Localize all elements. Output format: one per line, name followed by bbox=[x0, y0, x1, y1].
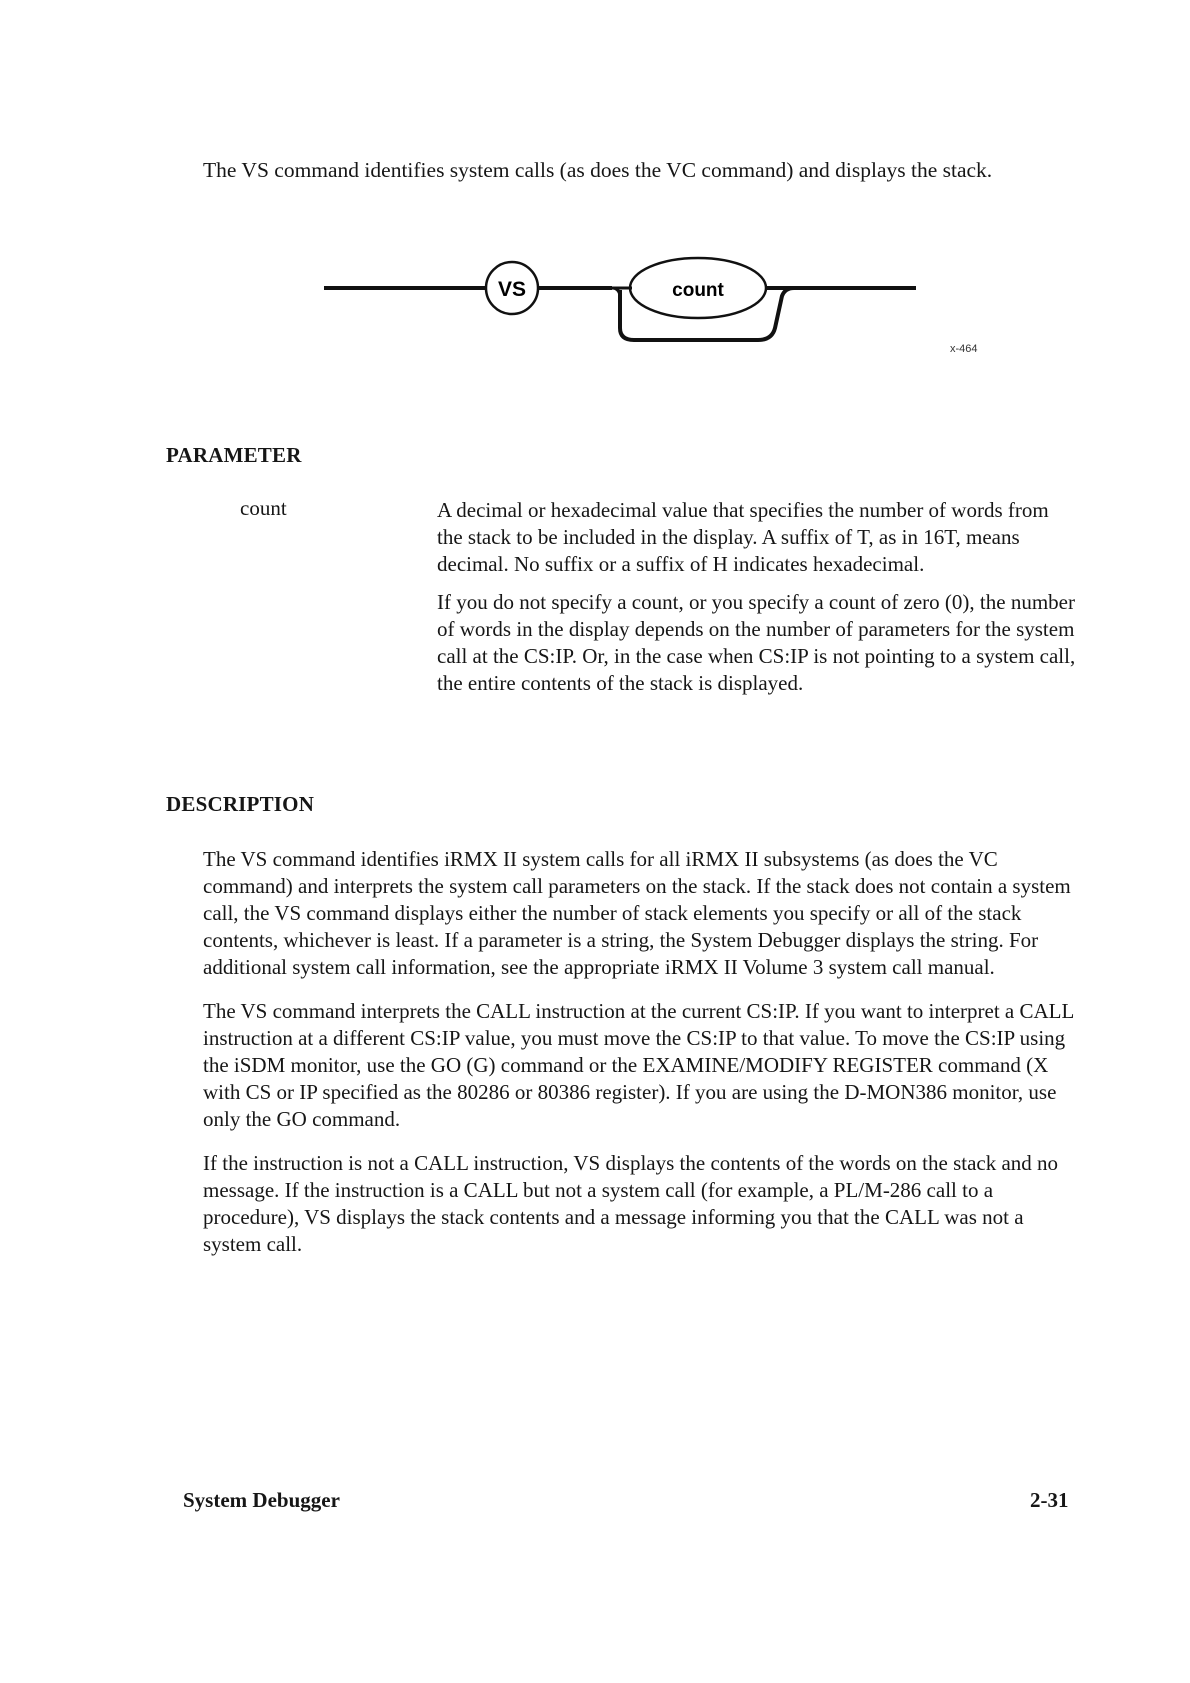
parameter-name: count bbox=[240, 496, 287, 520]
parameter-paragraph: If you do not specify a count, or you specify a count of zero (0), the number of words in the display depends on the number of parameters for the system call at the CS:IP. Or, in the case when CS:IP is not pointing to a system call, the entire contents of the stack is displayed. bbox=[437, 590, 1076, 695]
figure-id: x-464 bbox=[950, 343, 978, 355]
command-label: VS bbox=[497, 278, 527, 301]
parameter-label: count bbox=[672, 280, 724, 301]
parameter-paragraph: A decimal or hexadecimal value that specifies the number of words from the stack to be included in the display. A suffix of T, as in 16T, means decimal. No suffix or a suffix of H indicates hexadecimal. bbox=[437, 498, 1049, 576]
footer-title: System Debugger bbox=[183, 1488, 340, 1512]
syntax-diagram bbox=[320, 240, 1000, 370]
intro-text: The VS command identifies system calls (as does the VC command) and displays the stack. bbox=[203, 158, 993, 182]
description-heading: DESCRIPTION bbox=[166, 792, 315, 816]
description-paragraph: If the instruction is not a CALL instruction, VS displays the contents of the words on the stack and no message. If the instruction is a CALL but not a system call (for example, a PL/M-286 call to a procedure), VS displays the stack contents and a message informing you that the CALL was not a system call. bbox=[203, 1151, 1059, 1256]
description-paragraph: The VS command interprets the CALL instruction at the current CS:IP. If you want to interpret a CALL instruction at a different CS:IP value, you must move the CS:IP to that value. To move the CS:IP using the iSDM monitor, use the GO (G) command or the EXAMINE/MODIFY REGISTER command (X with CS or IP specified as the 80286 or 80386 register). If you are using the D-MON386 monitor, use only the GO command. bbox=[203, 999, 1074, 1131]
page-number: 2-31 bbox=[1030, 1488, 1069, 1512]
parameter-description bbox=[437, 497, 1077, 697]
description-paragraph: The VS command identifies iRMX II system calls for all iRMX II subsystems (as does the VC command) and interprets the system call parameters on the stack. If the stack does not contain a system call, the VS command displays either the number of stack elements you specify or all of the stack contents, whichever is least. If a parameter is a string, the System Debugger displays the string. For additional system call information, see the appropriate iRMX II Volume 3 system call manual. bbox=[203, 847, 1071, 979]
parameter-heading: PARAMETER bbox=[166, 443, 302, 467]
description-body bbox=[203, 846, 1083, 1258]
